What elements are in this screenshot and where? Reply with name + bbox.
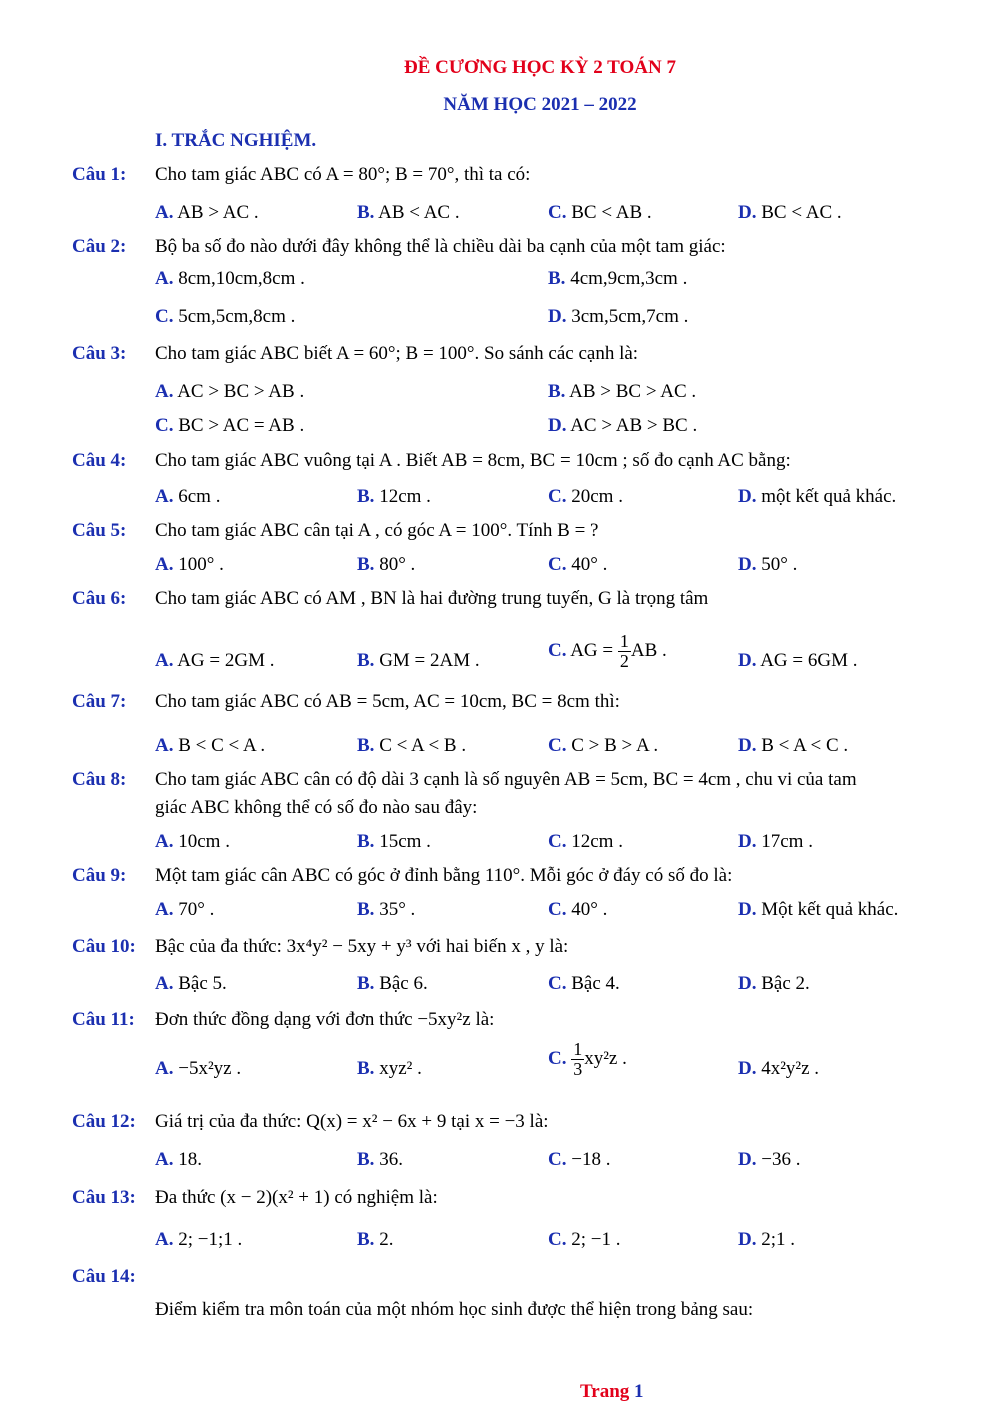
option-text: một kết quả khác.: [761, 486, 897, 507]
option-letter: D.: [738, 735, 757, 756]
option-text: 8cm,10cm,8cm .: [178, 268, 305, 289]
option-text: 17cm .: [761, 831, 813, 852]
option-text: 6cm .: [178, 486, 221, 507]
option-text: 4x²y²z .: [761, 1058, 820, 1079]
school-year: NĂM HỌC 2021 – 2022: [443, 94, 637, 115]
option-text: 35° .: [379, 899, 416, 920]
option-letter: C.: [548, 735, 567, 756]
option-letter: A.: [155, 735, 174, 756]
option-letter: C.: [548, 831, 567, 852]
option-letter: C.: [155, 415, 174, 436]
option-letter: D.: [738, 899, 757, 920]
answer-option[interactable]: [548, 268, 687, 290]
fraction-denominator: 2: [619, 650, 629, 671]
option-text: 2;1 .: [761, 1229, 796, 1250]
option-text: 4cm,9cm,3cm .: [570, 268, 688, 289]
answer-option[interactable]: [155, 415, 304, 437]
answer-option[interactable]: [357, 554, 415, 576]
option-letter: D.: [738, 202, 757, 223]
option-text: Bậc 5.: [178, 973, 227, 994]
option-letter: C.: [548, 639, 567, 661]
option-letter: A.: [155, 1229, 174, 1250]
option-text: BC > AC = AB .: [178, 415, 305, 436]
answer-option[interactable]: [548, 486, 623, 508]
option-letter: D.: [738, 973, 757, 994]
answer-option[interactable]: [155, 554, 224, 576]
question-label: Câu 3:: [72, 343, 127, 364]
question-label: Câu 11:: [72, 1009, 135, 1030]
option-letter: D.: [738, 1149, 757, 1170]
question-stem-continued: giác ABC không thể có số đo nào sau đây:: [155, 797, 478, 818]
answer-option[interactable]: [738, 831, 813, 853]
option-text: 36.: [379, 1149, 403, 1170]
option-letter: A.: [155, 899, 174, 920]
answer-option[interactable]: [548, 1149, 610, 1171]
option-text-after: AB .: [630, 639, 667, 661]
option-text-after: xy²z .: [584, 1047, 627, 1069]
question-stem: Một tam giác cân ABC có góc ở đỉnh bằng 110°. Mỗi góc ở đáy có số đo là:: [155, 865, 733, 886]
option-text: C > B > A .: [571, 735, 659, 756]
option-letter: C.: [548, 202, 567, 223]
answer-option[interactable]: [357, 1229, 393, 1251]
question-stem: Đơn thức đồng dạng với đơn thức −5xy²z là:: [155, 1009, 495, 1030]
answer-option[interactable]: [155, 381, 304, 403]
question-stem: Cho tam giác ABC có A = 80°; B = 70°, thì ta có:: [155, 164, 531, 185]
option-letter: B.: [357, 973, 375, 994]
option-letter: B.: [357, 650, 375, 671]
option-letter: B.: [357, 1058, 375, 1079]
option-text: 2; −1;1 .: [178, 1229, 243, 1250]
option-letter: A.: [155, 1058, 174, 1079]
fraction-numerator: 1: [619, 631, 629, 651]
option-text: GM = 2AM .: [379, 650, 480, 671]
question-stem: Cho tam giác ABC cân tại A , có góc A = 100°. Tính B = ?: [155, 520, 599, 541]
answer-option[interactable]: [738, 973, 810, 995]
answer-option[interactable]: [738, 1058, 819, 1080]
option-text: B < A < C .: [761, 735, 849, 756]
question-label: Câu 8:: [72, 769, 127, 790]
option-text: 2; −1 .: [571, 1229, 621, 1250]
question-label: Câu 12:: [72, 1111, 136, 1132]
answer-option[interactable]: [155, 486, 220, 508]
answer-option[interactable]: [738, 650, 857, 672]
answer-option[interactable]: [357, 735, 466, 757]
option-text: −36 .: [761, 1149, 801, 1170]
option-text: Một kết quả khác.: [761, 899, 899, 920]
answer-option[interactable]: [548, 899, 607, 921]
answer-option[interactable]: [357, 650, 480, 672]
option-text: 100° .: [178, 554, 224, 575]
option-text: 3cm,5cm,7cm .: [571, 306, 689, 327]
option-text: xyz² .: [379, 1058, 422, 1079]
question-stem: Bậc của đa thức: 3x⁴y² − 5xy + y³ với hai biến x , y là:: [155, 936, 569, 957]
option-letter: A.: [155, 268, 174, 289]
question-stem: Cho tam giác ABC biết A = 60°; B = 100°. So sánh các cạnh là:: [155, 343, 639, 364]
option-text: BC < AC .: [761, 202, 842, 223]
option-text: AB < AC .: [378, 202, 460, 223]
option-text: Bậc 4.: [571, 973, 620, 994]
answer-option[interactable]: [738, 899, 898, 921]
answer-option[interactable]: [155, 973, 227, 995]
option-letter: A.: [155, 831, 174, 852]
option-letter: D.: [548, 306, 567, 327]
option-letter: D.: [548, 415, 567, 436]
option-letter: A.: [155, 381, 174, 402]
option-letter: B.: [357, 202, 375, 223]
option-letter: C.: [548, 1229, 567, 1250]
answer-option[interactable]: [738, 554, 797, 576]
question-stem: Cho tam giác ABC có AM , BN là hai đường trung tuyến, G là trọng tâm: [155, 588, 709, 609]
answer-option[interactable]: [548, 202, 652, 224]
option-text: 10cm .: [178, 831, 230, 852]
answer-option[interactable]: [738, 1229, 795, 1251]
option-text: AC > AB > BC .: [570, 415, 698, 436]
option-letter: B.: [357, 554, 375, 575]
question-stem: Điểm kiểm tra môn toán của một nhóm học sinh được thể hiện trong bảng sau:: [155, 1299, 754, 1320]
option-letter: D.: [738, 1229, 757, 1250]
option-letter: C.: [548, 973, 567, 994]
answer-option[interactable]: [155, 1058, 241, 1080]
question-label: Câu 10:: [72, 936, 136, 957]
option-letter: D.: [738, 1058, 757, 1079]
option-letter: A.: [155, 202, 174, 223]
option-letter: B.: [357, 735, 375, 756]
question-label: Câu 4:: [72, 450, 127, 471]
answer-option[interactable]: [738, 486, 896, 508]
page-word: Trang: [580, 1381, 630, 1402]
option-text: 20cm .: [571, 486, 623, 507]
option-text: 12cm .: [571, 831, 623, 852]
answer-option[interactable]: [548, 1229, 620, 1251]
option-letter: B.: [548, 381, 566, 402]
question-label: Câu 14:: [72, 1266, 136, 1287]
document-title: ĐỀ CƯƠNG HỌC KỲ 2 TOÁN 7: [403, 57, 676, 78]
option-text: AG =: [570, 639, 618, 661]
option-text: AB > AC .: [177, 202, 259, 223]
section-heading: I. TRẮC NGHIỆM.: [155, 130, 317, 151]
answer-option[interactable]: [548, 306, 688, 328]
option-text: 12cm .: [379, 486, 431, 507]
option-letter: A.: [155, 554, 174, 575]
option-letter: B.: [357, 486, 375, 507]
answer-option[interactable]: [357, 831, 431, 853]
question-label: Câu 5:: [72, 520, 127, 541]
question-label: Câu 1:: [72, 164, 127, 185]
answer-option[interactable]: [357, 202, 460, 224]
answer-option[interactable]: [738, 735, 848, 757]
answer-option[interactable]: [548, 735, 658, 757]
page-footer: [580, 1381, 644, 1403]
question-stem: Cho tam giác ABC vuông tại A . Biết AB = 8cm, BC = 10cm ; số đo cạnh AC bằng:: [155, 450, 791, 471]
answer-option[interactable]: [548, 1040, 627, 1079]
option-letter: B.: [357, 1229, 375, 1250]
question-label: Câu 2:: [72, 236, 127, 257]
option-letter: B.: [548, 268, 566, 289]
option-text: 40° .: [571, 899, 608, 920]
fraction: [571, 1040, 584, 1079]
answer-option[interactable]: [155, 831, 230, 853]
option-text: B < C < A .: [178, 735, 266, 756]
answer-option[interactable]: [357, 1058, 422, 1080]
question-label: Câu 13:: [72, 1187, 136, 1208]
question-stem: Bộ ba số đo nào dưới đây không thể là chiều dài ba cạnh của một tam giác:: [155, 236, 726, 257]
answer-option[interactable]: [155, 268, 305, 290]
option-letter: B.: [357, 831, 375, 852]
question-stem: Giá trị của đa thức: Q(x) = x² − 6x + 9 tại x = −3 là:: [155, 1111, 549, 1132]
option-text: AG = 2GM .: [177, 650, 275, 671]
fraction-denominator: 3: [573, 1058, 583, 1079]
option-letter: A.: [155, 973, 174, 994]
option-text: Bậc 2.: [761, 973, 810, 994]
answer-option[interactable]: [155, 735, 265, 757]
option-text: 40° .: [571, 554, 608, 575]
fraction-numerator: 1: [573, 1039, 583, 1059]
option-text: −18 .: [571, 1149, 611, 1170]
answer-option[interactable]: [738, 202, 842, 224]
answer-option[interactable]: [548, 554, 607, 576]
answer-option[interactable]: [548, 973, 620, 995]
page-number: 1: [634, 1381, 644, 1402]
question-stem: Cho tam giác ABC có AB = 5cm, AC = 10cm, BC = 8cm thì:: [155, 691, 620, 712]
option-letter: B.: [357, 1149, 375, 1170]
answer-option[interactable]: [155, 1229, 242, 1251]
answer-option[interactable]: [155, 202, 259, 224]
option-letter: B.: [357, 899, 375, 920]
answer-option[interactable]: [548, 415, 697, 437]
option-letter: C.: [548, 486, 567, 507]
option-letter: A.: [155, 650, 174, 671]
answer-option[interactable]: [548, 381, 696, 403]
answer-option[interactable]: [155, 306, 295, 328]
answer-option[interactable]: [357, 486, 431, 508]
answer-option[interactable]: [357, 1149, 403, 1171]
question-label: Câu 7:: [72, 691, 127, 712]
answer-option[interactable]: [155, 1149, 202, 1171]
option-text: AB > BC > AC .: [569, 381, 697, 402]
option-text: AC > BC > AB .: [177, 381, 305, 402]
fraction: [618, 632, 631, 671]
option-text: −5x²yz .: [178, 1058, 242, 1079]
option-text: C < A < B .: [379, 735, 467, 756]
question-stem: Cho tam giác ABC cân có độ dài 3 cạnh là số nguyên AB = 5cm, BC = 4cm , chu vi của tam: [155, 769, 857, 790]
answer-option[interactable]: [357, 973, 428, 995]
answer-option[interactable]: [155, 899, 214, 921]
question-label: Câu 9:: [72, 865, 127, 886]
option-letter: A.: [155, 486, 174, 507]
option-text: 2.: [379, 1229, 394, 1250]
answer-option[interactable]: [357, 899, 415, 921]
option-letter: D.: [738, 831, 757, 852]
answer-option[interactable]: [548, 831, 623, 853]
option-letter: D.: [738, 650, 757, 671]
option-text: 80° .: [379, 554, 416, 575]
option-letter: C.: [548, 1047, 567, 1069]
option-text: 5cm,5cm,8cm .: [178, 306, 296, 327]
option-text: 18.: [178, 1149, 202, 1170]
question-label: Câu 6:: [72, 588, 127, 609]
option-letter: A.: [155, 1149, 174, 1170]
answer-option[interactable]: [548, 632, 667, 671]
option-letter: C.: [155, 306, 174, 327]
answer-option[interactable]: [155, 650, 274, 672]
option-letter: C.: [548, 899, 567, 920]
option-text: Bậc 6.: [379, 973, 428, 994]
answer-option[interactable]: [738, 1149, 800, 1171]
option-letter: C.: [548, 1149, 567, 1170]
option-text: BC < AB .: [571, 202, 652, 223]
option-letter: D.: [738, 554, 757, 575]
option-letter: C.: [548, 554, 567, 575]
option-text: 50° .: [761, 554, 798, 575]
option-text: 70° .: [178, 899, 215, 920]
question-stem: Đa thức (x − 2)(x² + 1) có nghiệm là:: [155, 1187, 438, 1208]
option-text: 15cm .: [379, 831, 431, 852]
option-text: AG = 6GM .: [760, 650, 858, 671]
option-letter: D.: [738, 486, 757, 507]
